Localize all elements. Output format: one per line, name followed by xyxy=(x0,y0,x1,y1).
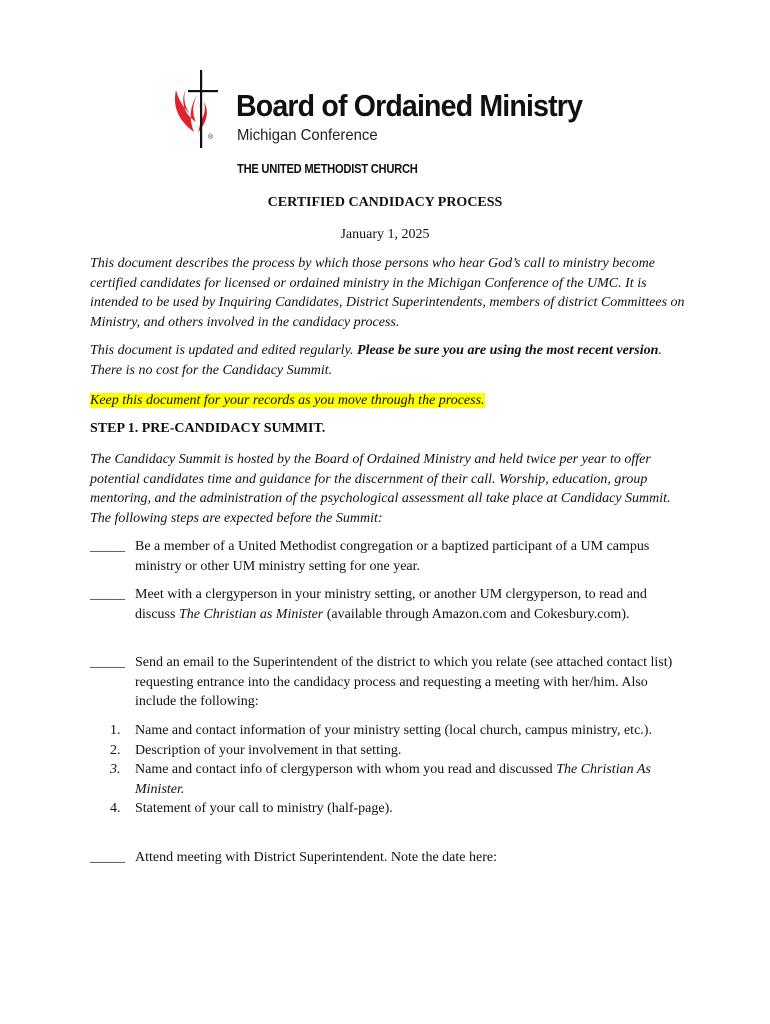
email-contents-list xyxy=(90,721,690,819)
list-item xyxy=(90,741,690,761)
checklist-item-text: Send an email to the Superintendent of the district to which you relate (see attached contact list) requesting entrance into the candidacy process and requesting a meeting with her/him. Also include the following: xyxy=(135,655,673,709)
checklist-item xyxy=(90,848,690,868)
keep-note-highlight: Keep this document for your records as you move through the process. xyxy=(90,393,485,408)
step-1-heading: STEP 1. PRE-CANDIDACY SUMMIT. xyxy=(90,421,326,436)
checkbox-blank[interactable]: _____ xyxy=(90,655,125,670)
checklist-item-text: Meet with a clergyperson in your ministry setting, or another UM clergyperson, to read and discuss The Christian as Minister (available through Amazon.com and Cokesbury.com). xyxy=(135,587,647,622)
list-item xyxy=(90,721,690,741)
denomination-name: THE UNITED METHODIST CHURCH xyxy=(237,161,418,176)
list-item xyxy=(90,760,690,799)
checkbox-blank[interactable]: _____ xyxy=(90,587,125,602)
checklist-item xyxy=(90,585,690,624)
checklist-item xyxy=(90,653,690,712)
list-number: 4. xyxy=(110,801,121,816)
checkbox-blank[interactable]: _____ xyxy=(90,850,125,865)
document-title: CERTIFIED CANDIDACY PROCESS xyxy=(267,195,503,210)
checklist-item-text: Attend meeting with District Superintendent. Note the date here: xyxy=(135,850,497,865)
list-item-text: Description of your involvement in that setting. xyxy=(135,742,402,758)
list-number: 2. xyxy=(110,742,121,758)
keep-note xyxy=(90,391,690,411)
list-number: 1. xyxy=(110,723,121,738)
document-date: January 1, 2025 xyxy=(340,227,430,242)
list-item-text: Name and contact info of clergyperson with whom you read and discussed xyxy=(135,762,557,777)
book-title: The Christian as Minister xyxy=(178,606,324,622)
brand-title: Board of Ordained Ministry xyxy=(236,88,583,123)
checklist-item xyxy=(90,537,690,576)
update-note-text: This document is updated and edited regularly. xyxy=(90,343,358,358)
step-1-intro: The Candidacy Summit is hosted by the Board of Ordained Ministry and held twice per year to offer potential candidates time and guidance for the discernment of their call. Worship, education, group mentoring, and the administration of the psychological assessment all take place at Candidacy Summit. The following steps are expected before the Summit: xyxy=(90,452,671,526)
registered-mark: ® xyxy=(208,134,214,141)
update-note xyxy=(90,341,690,380)
brand-subtitle: Michigan Conference xyxy=(237,127,378,144)
checkbox-blank[interactable]: _____ xyxy=(90,539,125,554)
list-item-text: Name and contact information of your ministry setting (local church, campus ministry, etc.). xyxy=(135,723,652,738)
list-item-text: Statement of your call to ministry (half-page). xyxy=(135,801,393,816)
list-item xyxy=(90,799,690,819)
list-number: 3. xyxy=(110,762,121,777)
update-note-emphasis: Please be sure you are using the most recent version xyxy=(357,343,659,358)
intro-paragraph: This document describes the process by which those persons who hear God’s call to ministry become certified candidates for licensed or ordained ministry in the Michigan Conference of the UMC. It is intended to be used by Inquiring Candidates, District Superintendents, members of district Committees on Ministry, and others involved in the candidacy process. xyxy=(90,256,685,330)
cross-and-flame-logo xyxy=(172,68,222,150)
update-note-text-end: . There is no cost for the Candidacy Summit. xyxy=(90,343,662,378)
book-title: The Christian As Minister. xyxy=(135,762,651,797)
checklist-item-text: Be a member of a United Methodist congregation or a baptized participant of a UM campus ministry or other UM ministry setting for one year. xyxy=(135,539,650,574)
